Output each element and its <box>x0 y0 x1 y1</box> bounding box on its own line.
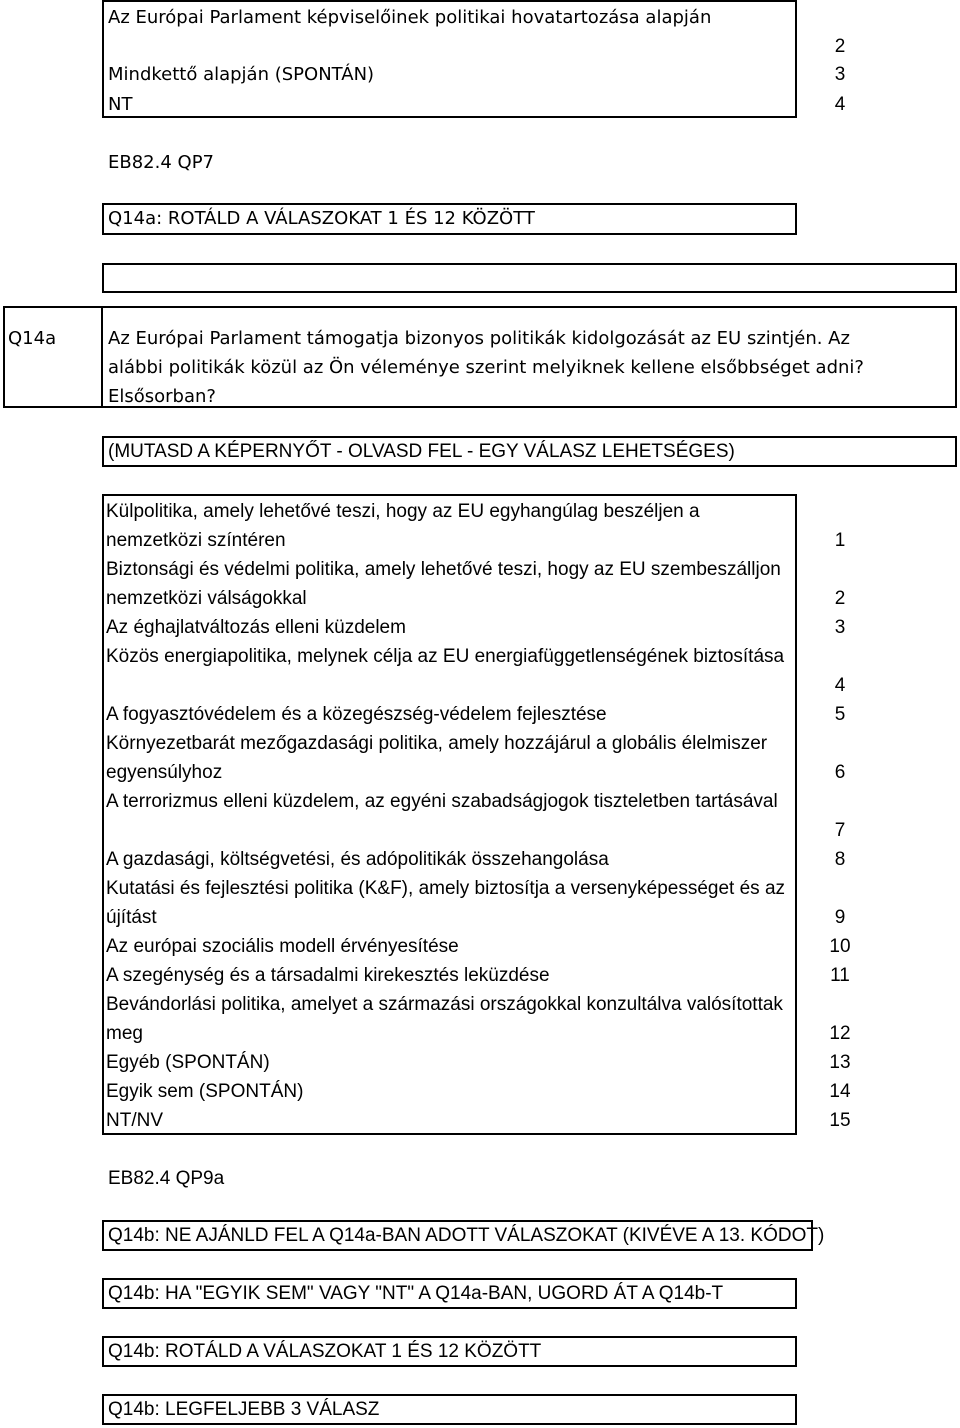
option-code: 4 <box>834 94 846 115</box>
option-label: Egyéb (SPONTÁN) <box>106 1052 270 1073</box>
instruction-text: Q14b: NE AJÁNLD FEL A Q14a-BAN ADOTT VÁLASZOKAT (KIVÉVE A 13. KÓDOT) <box>108 1225 825 1246</box>
option-label: A fogyasztóvédelem és a közegészség-védelem fejlesztése <box>106 704 607 725</box>
option-row <box>104 845 854 874</box>
option-code: 8 <box>834 849 846 870</box>
option-line-nt: NT <box>108 94 133 115</box>
option-row <box>104 1106 854 1135</box>
instruction-text: Q14a: ROTÁLD A VÁLASZOKAT 1 ÉS 12 KÖZÖTT <box>108 208 535 229</box>
option-code: 1 <box>834 530 846 551</box>
option-label: Környezetbarát mezőgazdasági politika, amely hozzájárul a globális élelmiszer egyensúlyhoz <box>106 733 768 783</box>
option-line-both: Mindkettő alapján (SPONTÁN) <box>108 64 375 85</box>
option-label: Közös energiapolitika, melynek célja az EU energiafüggetlenségének biztosítása <box>106 646 785 667</box>
option-row <box>104 555 854 613</box>
option-label: Egyik sem (SPONTÁN) <box>106 1081 304 1102</box>
option-label: Az európai szociális modell érvényesítése <box>106 936 459 957</box>
option-row <box>104 700 854 729</box>
option-code: 12 <box>829 1023 851 1044</box>
instruction-text: Q14b: HA "EGYIK SEM" VAGY "NT" A Q14a-BAN, UGORD ÁT A Q14b-T <box>108 1283 724 1304</box>
option-row <box>104 729 854 787</box>
option-label: NT/NV <box>106 1110 163 1131</box>
option-label: A szegénység és a társadalmi kirekesztés leküzdése <box>106 965 550 986</box>
question-text: Az Európai Parlament támogatja bizonyos politikák kidolgozását az EU szintjén. Az alábbi politikák közül az Ön véleménye szerint melyiknek kellene elsőbbséget adni? Elsősorban? <box>108 328 864 407</box>
option-label: Bevándorlási politika, amelyet a származási országokkal konzultálva valósítottak meg <box>106 994 783 1044</box>
option-code: 2 <box>834 36 846 57</box>
option-code: 9 <box>834 907 846 928</box>
option-label: Kutatási és fejlesztési politika (K&F), amely biztosítja a versenyképességet és az újítást <box>106 878 786 928</box>
source-reference: EB82.4 QP9a <box>108 1168 225 1189</box>
option-code: 10 <box>829 936 851 957</box>
source-reference: EB82.4 QP7 <box>108 152 214 173</box>
option-row <box>104 1048 854 1077</box>
option-code: 14 <box>829 1081 851 1102</box>
option-row <box>104 990 854 1048</box>
option-label: Az éghajlatváltozás elleni küzdelem <box>106 617 406 638</box>
option-line-ep-affiliation: Az Európai Parlament képviselőinek politikai hovatartozása alapján <box>108 7 712 28</box>
option-row <box>104 642 854 700</box>
option-code: 13 <box>829 1052 851 1073</box>
option-code: 15 <box>829 1110 851 1131</box>
option-row <box>104 787 854 845</box>
question-code: Q14a <box>8 328 57 349</box>
option-row <box>104 874 854 932</box>
option-code: 4 <box>834 675 846 696</box>
option-code: 2 <box>834 588 846 609</box>
option-row <box>104 613 854 642</box>
instruction-text: Q14b: ROTÁLD A VÁLASZOKAT 1 ÉS 12 KÖZÖTT <box>108 1341 542 1362</box>
option-code: 5 <box>834 704 846 725</box>
option-code: 3 <box>834 617 846 638</box>
instruction-text: Q14b: LEGFELJEBB 3 VÁLASZ <box>108 1399 380 1420</box>
option-label: A terrorizmus elleni küzdelem, az egyéni szabadságjogok tiszteletben tartásával <box>106 791 778 812</box>
option-code: 3 <box>834 64 846 85</box>
option-label: Külpolitika, amely lehetővé teszi, hogy az EU egyhangúlag beszéljen a nemzetközi színtéren <box>106 501 700 551</box>
empty-box <box>102 263 957 293</box>
option-row <box>104 497 854 555</box>
option-label: Biztonsági és védelmi politika, amely lehetővé teszi, hogy az EU szembeszálljon nemzetközi válságokkal <box>106 559 781 609</box>
option-code: 6 <box>834 762 846 783</box>
option-row <box>104 961 854 990</box>
showcard-text: (MUTASD A KÉPERNYŐT - OLVASD FEL - EGY VÁLASZ LEHETSÉGES) <box>108 441 735 462</box>
option-row <box>104 932 854 961</box>
option-row <box>104 1077 854 1106</box>
option-code: 11 <box>830 965 850 986</box>
option-label: A gazdasági, költségvetési, és adópolitikák összehangolása <box>106 849 609 870</box>
option-code: 7 <box>834 820 846 841</box>
question-divider <box>101 308 103 406</box>
